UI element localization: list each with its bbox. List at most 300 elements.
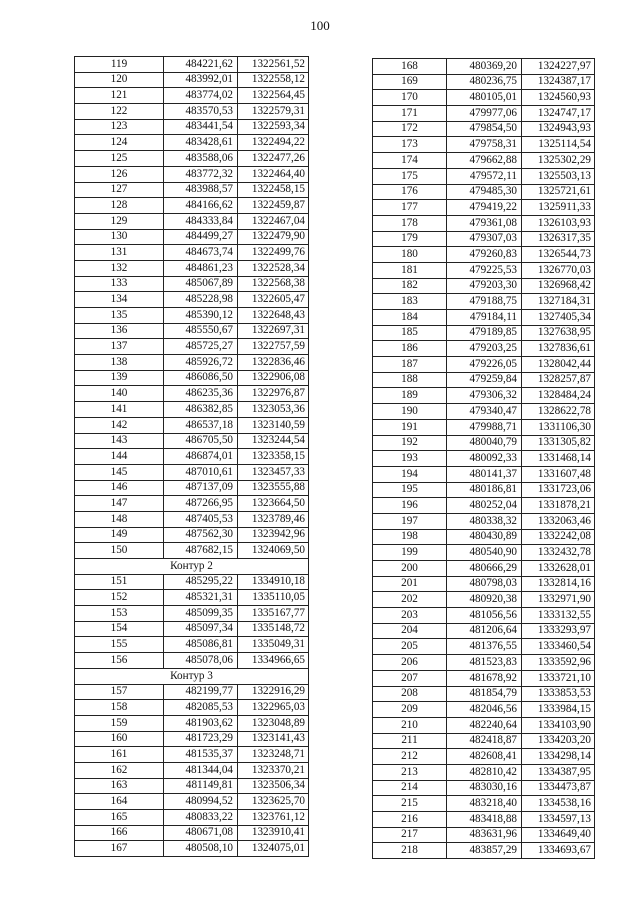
y-coordinate-cell: 1322906,08 xyxy=(238,370,309,386)
y-coordinate-cell: 1334473,87 xyxy=(522,780,595,796)
point-number-cell: 159 xyxy=(75,715,164,731)
x-coordinate-cell: 485099,35 xyxy=(164,606,238,622)
x-coordinate-cell: 483857,29 xyxy=(447,843,522,859)
table-row xyxy=(75,308,309,324)
y-coordinate-cell: 1333721,10 xyxy=(522,670,595,686)
x-coordinate-cell: 479260,83 xyxy=(447,247,522,263)
point-number-cell: 170 xyxy=(373,90,447,106)
y-coordinate-cell: 1325721,61 xyxy=(522,184,595,200)
x-coordinate-cell: 479361,08 xyxy=(447,215,522,231)
table-row xyxy=(373,717,595,733)
x-coordinate-cell: 485086,81 xyxy=(164,637,238,653)
x-coordinate-cell: 480105,01 xyxy=(447,90,522,106)
x-coordinate-cell: 480040,79 xyxy=(447,435,522,451)
y-coordinate-cell: 1322467,04 xyxy=(238,213,309,229)
x-coordinate-cell: 487562,30 xyxy=(164,527,238,543)
point-number-cell: 140 xyxy=(75,386,164,402)
table-row xyxy=(75,370,309,386)
table-row xyxy=(75,841,309,857)
table-row xyxy=(373,357,595,373)
x-coordinate-cell: 481535,37 xyxy=(164,747,238,763)
point-number-cell: 211 xyxy=(373,733,447,749)
table-row xyxy=(75,449,309,465)
point-number-cell: 210 xyxy=(373,717,447,733)
y-coordinate-cell: 1328042,44 xyxy=(522,357,595,373)
y-coordinate-cell: 1323370,21 xyxy=(238,762,309,778)
y-coordinate-cell: 1324560,93 xyxy=(522,90,595,106)
y-coordinate-cell: 1324943,93 xyxy=(522,121,595,137)
y-coordinate-cell: 1323141,43 xyxy=(238,731,309,747)
y-coordinate-cell: 1333132,55 xyxy=(522,608,595,624)
y-coordinate-cell: 1324387,17 xyxy=(522,74,595,90)
y-coordinate-cell: 1332432,78 xyxy=(522,545,595,561)
table-row xyxy=(75,778,309,794)
section-header-row xyxy=(75,559,309,575)
table-row xyxy=(373,561,595,577)
point-number-cell: 199 xyxy=(373,545,447,561)
point-number-cell: 166 xyxy=(75,825,164,841)
x-coordinate-cell: 487010,61 xyxy=(164,464,238,480)
y-coordinate-cell: 1327405,34 xyxy=(522,310,595,326)
y-coordinate-cell: 1323457,33 xyxy=(238,464,309,480)
x-coordinate-cell: 480369,20 xyxy=(447,59,522,75)
table-row xyxy=(373,655,595,671)
table-row xyxy=(75,511,309,527)
x-coordinate-cell: 482240,64 xyxy=(447,717,522,733)
table-row xyxy=(373,262,595,278)
x-coordinate-cell: 481723,29 xyxy=(164,731,238,747)
point-number-cell: 129 xyxy=(75,213,164,229)
table-row xyxy=(75,402,309,418)
x-coordinate-cell: 479306,32 xyxy=(447,388,522,404)
table-row xyxy=(75,292,309,308)
table-row xyxy=(373,341,595,357)
point-number-cell: 213 xyxy=(373,764,447,780)
y-coordinate-cell: 1334597,13 xyxy=(522,812,595,828)
point-number-cell: 204 xyxy=(373,623,447,639)
x-coordinate-cell: 487682,15 xyxy=(164,543,238,559)
point-number-cell: 206 xyxy=(373,655,447,671)
y-coordinate-cell: 1333293,97 xyxy=(522,623,595,639)
y-coordinate-cell: 1322499,76 xyxy=(238,245,309,261)
point-number-cell: 119 xyxy=(75,57,164,73)
x-coordinate-cell: 484333,84 xyxy=(164,213,238,229)
table-row xyxy=(75,684,309,700)
table-row xyxy=(373,812,595,828)
table-row xyxy=(75,810,309,826)
y-coordinate-cell: 1327184,31 xyxy=(522,294,595,310)
table-row xyxy=(75,637,309,653)
table-row xyxy=(75,355,309,371)
x-coordinate-cell: 481854,79 xyxy=(447,686,522,702)
table-row xyxy=(75,213,309,229)
point-number-cell: 192 xyxy=(373,435,447,451)
x-coordinate-cell: 480430,89 xyxy=(447,529,522,545)
table-row xyxy=(373,310,595,326)
table-row xyxy=(75,339,309,355)
x-coordinate-cell: 481376,55 xyxy=(447,639,522,655)
point-number-cell: 131 xyxy=(75,245,164,261)
x-coordinate-cell: 486537,18 xyxy=(164,417,238,433)
x-coordinate-cell: 481149,81 xyxy=(164,778,238,794)
table-row xyxy=(373,404,595,420)
table-row xyxy=(75,574,309,590)
point-number-cell: 143 xyxy=(75,433,164,449)
y-coordinate-cell: 1334966,65 xyxy=(238,653,309,669)
point-number-cell: 149 xyxy=(75,527,164,543)
point-number-cell: 136 xyxy=(75,323,164,339)
table-row xyxy=(75,825,309,841)
x-coordinate-cell: 479662,88 xyxy=(447,153,522,169)
table-row xyxy=(75,621,309,637)
x-coordinate-cell: 487266,95 xyxy=(164,496,238,512)
point-number-cell: 155 xyxy=(75,637,164,653)
y-coordinate-cell: 1322558,12 xyxy=(238,72,309,88)
point-number-cell: 128 xyxy=(75,198,164,214)
table-row xyxy=(75,57,309,73)
table-row xyxy=(75,762,309,778)
point-number-cell: 120 xyxy=(75,72,164,88)
y-coordinate-cell: 1323761,12 xyxy=(238,810,309,826)
coordinates-table-left xyxy=(74,56,309,857)
point-number-cell: 169 xyxy=(373,74,447,90)
x-coordinate-cell: 481206,64 xyxy=(447,623,522,639)
x-coordinate-cell: 483988,57 xyxy=(164,182,238,198)
point-number-cell: 176 xyxy=(373,184,447,200)
table-row xyxy=(75,260,309,276)
x-coordinate-cell: 480252,04 xyxy=(447,498,522,514)
x-coordinate-cell: 479203,30 xyxy=(447,278,522,294)
table-row xyxy=(75,464,309,480)
table-row xyxy=(75,229,309,245)
point-number-cell: 154 xyxy=(75,621,164,637)
y-coordinate-cell: 1322579,31 xyxy=(238,104,309,120)
y-coordinate-cell: 1332814,16 xyxy=(522,576,595,592)
y-coordinate-cell: 1323248,71 xyxy=(238,747,309,763)
point-number-cell: 201 xyxy=(373,576,447,592)
table-row xyxy=(373,702,595,718)
point-number-cell: 148 xyxy=(75,511,164,527)
x-coordinate-cell: 479225,53 xyxy=(447,262,522,278)
point-number-cell: 208 xyxy=(373,686,447,702)
table-row xyxy=(373,247,595,263)
table-row xyxy=(75,731,309,747)
table-row xyxy=(75,166,309,182)
point-number-cell: 187 xyxy=(373,357,447,373)
table-row xyxy=(373,231,595,247)
x-coordinate-cell: 481903,62 xyxy=(164,715,238,731)
point-number-cell: 174 xyxy=(373,153,447,169)
coordinates-table-right-body xyxy=(373,59,595,859)
y-coordinate-cell: 1323555,88 xyxy=(238,480,309,496)
x-coordinate-cell: 486235,36 xyxy=(164,386,238,402)
x-coordinate-cell: 486705,50 xyxy=(164,433,238,449)
point-number-cell: 135 xyxy=(75,308,164,324)
y-coordinate-cell: 1331468,14 xyxy=(522,451,595,467)
point-number-cell: 214 xyxy=(373,780,447,796)
point-number-cell: 198 xyxy=(373,529,447,545)
table-row xyxy=(75,700,309,716)
table-row xyxy=(373,733,595,749)
table-row xyxy=(373,639,595,655)
x-coordinate-cell: 479572,11 xyxy=(447,168,522,184)
table-row xyxy=(75,747,309,763)
y-coordinate-cell: 1322757,59 xyxy=(238,339,309,355)
x-coordinate-cell: 486086,50 xyxy=(164,370,238,386)
y-coordinate-cell: 1322593,34 xyxy=(238,119,309,135)
y-coordinate-cell: 1322458,15 xyxy=(238,182,309,198)
table-row xyxy=(373,545,595,561)
table-row xyxy=(373,592,595,608)
y-coordinate-cell: 1335148,72 xyxy=(238,621,309,637)
table-row xyxy=(373,121,595,137)
point-number-cell: 144 xyxy=(75,449,164,465)
y-coordinate-cell: 1323664,50 xyxy=(238,496,309,512)
point-number-cell: 147 xyxy=(75,496,164,512)
x-coordinate-cell: 479854,50 xyxy=(447,121,522,137)
point-number-cell: 160 xyxy=(75,731,164,747)
point-number-cell: 179 xyxy=(373,231,447,247)
point-number-cell: 122 xyxy=(75,104,164,120)
point-number-cell: 190 xyxy=(373,404,447,420)
x-coordinate-cell: 482199,77 xyxy=(164,684,238,700)
x-coordinate-cell: 479758,31 xyxy=(447,137,522,153)
x-coordinate-cell: 481344,04 xyxy=(164,762,238,778)
x-coordinate-cell: 485725,27 xyxy=(164,339,238,355)
x-coordinate-cell: 485097,34 xyxy=(164,621,238,637)
y-coordinate-cell: 1323910,41 xyxy=(238,825,309,841)
y-coordinate-cell: 1335167,77 xyxy=(238,606,309,622)
y-coordinate-cell: 1323048,89 xyxy=(238,715,309,731)
y-coordinate-cell: 1324747,17 xyxy=(522,106,595,122)
point-number-cell: 125 xyxy=(75,151,164,167)
point-number-cell: 161 xyxy=(75,747,164,763)
y-coordinate-cell: 1323358,15 xyxy=(238,449,309,465)
x-coordinate-cell: 481678,92 xyxy=(447,670,522,686)
y-coordinate-cell: 1327836,61 xyxy=(522,341,595,357)
point-number-cell: 164 xyxy=(75,794,164,810)
y-coordinate-cell: 1331305,82 xyxy=(522,435,595,451)
point-number-cell: 177 xyxy=(373,200,447,216)
x-coordinate-cell: 485321,31 xyxy=(164,590,238,606)
table-row xyxy=(373,419,595,435)
point-number-cell: 182 xyxy=(373,278,447,294)
y-coordinate-cell: 1332242,08 xyxy=(522,529,595,545)
table-row xyxy=(373,451,595,467)
table-row xyxy=(373,137,595,153)
x-coordinate-cell: 483570,53 xyxy=(164,104,238,120)
point-number-cell: 212 xyxy=(373,749,447,765)
point-number-cell: 137 xyxy=(75,339,164,355)
x-coordinate-cell: 479485,30 xyxy=(447,184,522,200)
y-coordinate-cell: 1322464,40 xyxy=(238,166,309,182)
point-number-cell: 157 xyxy=(75,684,164,700)
point-number-cell: 178 xyxy=(373,215,447,231)
point-number-cell: 207 xyxy=(373,670,447,686)
y-coordinate-cell: 1334387,95 xyxy=(522,764,595,780)
y-coordinate-cell: 1331607,48 xyxy=(522,466,595,482)
table-row xyxy=(373,608,595,624)
y-coordinate-cell: 1326968,42 xyxy=(522,278,595,294)
x-coordinate-cell: 485228,98 xyxy=(164,292,238,308)
x-coordinate-cell: 481056,56 xyxy=(447,608,522,624)
x-coordinate-cell: 479419,22 xyxy=(447,200,522,216)
x-coordinate-cell: 483218,40 xyxy=(447,796,522,812)
y-coordinate-cell: 1326544,73 xyxy=(522,247,595,263)
x-coordinate-cell: 480540,90 xyxy=(447,545,522,561)
y-coordinate-cell: 1322477,26 xyxy=(238,151,309,167)
x-coordinate-cell: 479203,25 xyxy=(447,341,522,357)
y-coordinate-cell: 1322459,87 xyxy=(238,198,309,214)
y-coordinate-cell: 1322697,31 xyxy=(238,323,309,339)
table-row xyxy=(75,606,309,622)
table-row xyxy=(373,372,595,388)
table-row xyxy=(373,513,595,529)
page-number: 100 xyxy=(310,18,330,33)
x-coordinate-cell: 487405,53 xyxy=(164,511,238,527)
point-number-cell: 150 xyxy=(75,543,164,559)
point-number-cell: 217 xyxy=(373,827,447,843)
y-coordinate-cell: 1322564,45 xyxy=(238,88,309,104)
table-row xyxy=(373,843,595,859)
y-coordinate-cell: 1333592,96 xyxy=(522,655,595,671)
y-coordinate-cell: 1333853,53 xyxy=(522,686,595,702)
table-row xyxy=(373,388,595,404)
table-row xyxy=(75,543,309,559)
point-number-cell: 133 xyxy=(75,276,164,292)
point-number-cell: 203 xyxy=(373,608,447,624)
y-coordinate-cell: 1334103,90 xyxy=(522,717,595,733)
table-row xyxy=(75,323,309,339)
point-number-cell: 163 xyxy=(75,778,164,794)
point-number-cell: 152 xyxy=(75,590,164,606)
y-coordinate-cell: 1322528,34 xyxy=(238,260,309,276)
x-coordinate-cell: 484166,62 xyxy=(164,198,238,214)
x-coordinate-cell: 480920,38 xyxy=(447,592,522,608)
section-header-row xyxy=(75,668,309,684)
table-row xyxy=(75,119,309,135)
table-row xyxy=(75,386,309,402)
table-row xyxy=(373,153,595,169)
table-row xyxy=(373,498,595,514)
point-number-cell: 158 xyxy=(75,700,164,716)
point-number-cell: 184 xyxy=(373,310,447,326)
point-number-cell: 215 xyxy=(373,796,447,812)
x-coordinate-cell: 482418,87 xyxy=(447,733,522,749)
y-coordinate-cell: 1332971,90 xyxy=(522,592,595,608)
table-row xyxy=(373,796,595,812)
x-coordinate-cell: 479340,47 xyxy=(447,404,522,420)
point-number-cell: 156 xyxy=(75,653,164,669)
point-number-cell: 162 xyxy=(75,762,164,778)
point-number-cell: 142 xyxy=(75,417,164,433)
x-coordinate-cell: 483992,01 xyxy=(164,72,238,88)
y-coordinate-cell: 1322568,38 xyxy=(238,276,309,292)
point-number-cell: 195 xyxy=(373,482,447,498)
x-coordinate-cell: 479977,06 xyxy=(447,106,522,122)
x-coordinate-cell: 484861,23 xyxy=(164,260,238,276)
y-coordinate-cell: 1326103,93 xyxy=(522,215,595,231)
table-row xyxy=(373,529,595,545)
y-coordinate-cell: 1323942,96 xyxy=(238,527,309,543)
point-number-cell: 121 xyxy=(75,88,164,104)
table-row xyxy=(373,278,595,294)
table-row xyxy=(373,325,595,341)
x-coordinate-cell: 485926,72 xyxy=(164,355,238,371)
x-coordinate-cell: 480798,03 xyxy=(447,576,522,592)
x-coordinate-cell: 484221,62 xyxy=(164,57,238,73)
y-coordinate-cell: 1331878,21 xyxy=(522,498,595,514)
point-number-cell: 132 xyxy=(75,260,164,276)
x-coordinate-cell: 487137,09 xyxy=(164,480,238,496)
y-coordinate-cell: 1324069,50 xyxy=(238,543,309,559)
table-row xyxy=(75,276,309,292)
table-row xyxy=(373,670,595,686)
point-number-cell: 188 xyxy=(373,372,447,388)
x-coordinate-cell: 479259,84 xyxy=(447,372,522,388)
x-coordinate-cell: 483418,88 xyxy=(447,812,522,828)
point-number-cell: 124 xyxy=(75,135,164,151)
table-row xyxy=(373,90,595,106)
point-number-cell: 183 xyxy=(373,294,447,310)
table-row xyxy=(373,827,595,843)
table-row xyxy=(75,88,309,104)
y-coordinate-cell: 1333460,54 xyxy=(522,639,595,655)
table-row xyxy=(373,74,595,90)
table-row xyxy=(373,200,595,216)
point-number-cell: 180 xyxy=(373,247,447,263)
table-row xyxy=(373,435,595,451)
table-row xyxy=(75,182,309,198)
y-coordinate-cell: 1322561,52 xyxy=(238,57,309,73)
x-coordinate-cell: 479988,71 xyxy=(447,419,522,435)
x-coordinate-cell: 483772,32 xyxy=(164,166,238,182)
point-number-cell: 185 xyxy=(373,325,447,341)
point-number-cell: 189 xyxy=(373,388,447,404)
point-number-cell: 168 xyxy=(373,59,447,75)
point-number-cell: 145 xyxy=(75,464,164,480)
table-row xyxy=(373,294,595,310)
table-row xyxy=(373,482,595,498)
x-coordinate-cell: 480671,08 xyxy=(164,825,238,841)
table-row xyxy=(373,764,595,780)
table-row xyxy=(373,576,595,592)
y-coordinate-cell: 1326317,35 xyxy=(522,231,595,247)
point-number-cell: 123 xyxy=(75,119,164,135)
x-coordinate-cell: 483588,06 xyxy=(164,151,238,167)
x-coordinate-cell: 480508,10 xyxy=(164,841,238,857)
table-row xyxy=(75,590,309,606)
x-coordinate-cell: 484673,74 xyxy=(164,245,238,261)
x-coordinate-cell: 483030,16 xyxy=(447,780,522,796)
y-coordinate-cell: 1322494,22 xyxy=(238,135,309,151)
x-coordinate-cell: 479184,11 xyxy=(447,310,522,326)
x-coordinate-cell: 480092,33 xyxy=(447,451,522,467)
x-coordinate-cell: 479189,85 xyxy=(447,325,522,341)
x-coordinate-cell: 479307,03 xyxy=(447,231,522,247)
table-row xyxy=(373,623,595,639)
point-number-cell: 209 xyxy=(373,702,447,718)
y-coordinate-cell: 1334649,40 xyxy=(522,827,595,843)
table-row xyxy=(75,72,309,88)
coordinates-table-left-body xyxy=(75,57,309,857)
point-number-cell: 205 xyxy=(373,639,447,655)
table-row xyxy=(75,245,309,261)
x-coordinate-cell: 480833,22 xyxy=(164,810,238,826)
point-number-cell: 167 xyxy=(75,841,164,857)
x-coordinate-cell: 482085,53 xyxy=(164,700,238,716)
y-coordinate-cell: 1322479,90 xyxy=(238,229,309,245)
